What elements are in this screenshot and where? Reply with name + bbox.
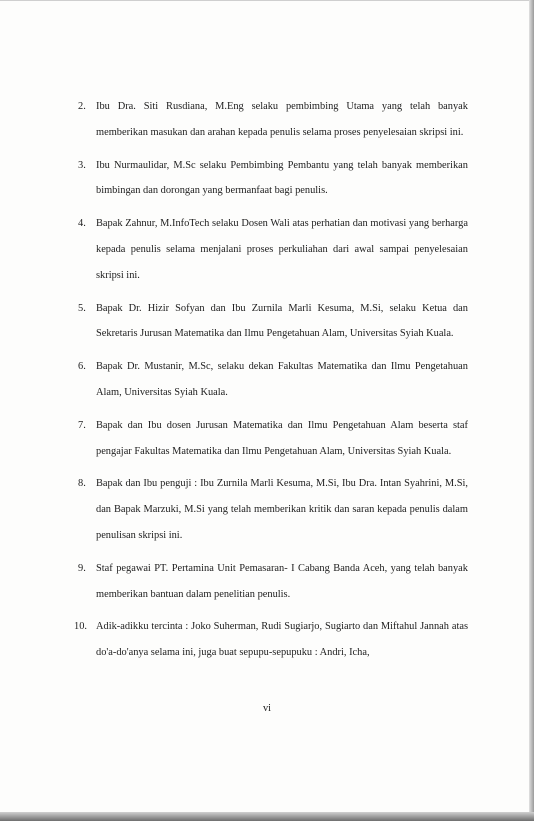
list-item: [78, 94, 468, 146]
list-item-text: Bapak dan Ibu dosen Jurusan Matematika dan Ilmu Pengetahuan Alam beserta staf pengajar Fakultas Matematika dan Ilmu Pengetahuan Alam, Universitas Syiah Kuala.: [96, 419, 468, 457]
list-item-number: 5.: [78, 302, 86, 314]
list-item-text: Bapak Zahnur, M.InfoTech selaku Dosen Wali atas perhatian dan motivasi yang berharga kepada penulis selama menjalani proses perkuliahan dari awal sampai penyelesaian skripsi ini.: [96, 218, 468, 281]
page-bottom-edge: [0, 812, 534, 821]
list-item-text: Adik-adikku tercinta : Joko Suherman, Rudi Sugiarjo, Sugiarto dan Miftahul Jannah atas do'a-do'anya selama ini, juga buat sepupu-sepupuku : Andri, Icha,: [96, 621, 468, 659]
list-item: [78, 153, 468, 205]
list-item: [78, 471, 468, 548]
list-item: [78, 413, 468, 465]
list-item-number: 7.: [78, 419, 86, 431]
list-item-number: 3.: [78, 159, 86, 171]
list-item-number: 2.: [78, 101, 86, 112]
list-item-text: Ibu Nurmaulidar, M.Sc selaku Pembimbing Pembantu yang telah banyak memberikan bimbingan dan dorongan yang bermanfaat bagi penulis.: [96, 159, 468, 197]
page-number: vi: [262, 703, 272, 714]
list-item-number: 9.: [78, 562, 86, 574]
list-item-text: Staf pegawai PT. Pertamina Unit Pemasaran- I Cabang Banda Aceh, yang telah banyak memberikan bantuan dalam penelitian penulis.: [96, 562, 468, 600]
list-item-text: Bapak dan Ibu penguji : Ibu Zurnila Marli Kesuma, M.Si, Ibu Dra. Intan Syahrini, M.Si, dan Bapak Marzuki, M.Si yang telah memberikan kritik dan saran kepada penulis dalam penulisan skripsi ini.: [96, 478, 468, 541]
list-item-number: 6.: [78, 361, 86, 373]
list-item-number: 4.: [78, 218, 86, 230]
page-top-edge: [0, 0, 534, 1]
list-item-text: Bapak Dr. Hizir Sofyan dan Ibu Zurnila Marli Kesuma, M.Si, selaku Ketua dan Sekretaris Jurusan Matematika dan Ilmu Pengetahuan Alam, Universitas Syiah Kuala.: [96, 302, 468, 340]
list-item: [78, 296, 468, 348]
list-item: [78, 556, 468, 608]
list-item: [74, 614, 468, 666]
list-item-number: 10.: [74, 621, 87, 633]
list-item: [78, 354, 468, 406]
list-item-text: Ibu Dra. Siti Rusdiana, M.Eng selaku pembimbing Utama yang telah banyak memberikan masukan dan arahan kepada penulis selama proses penyelesaian skripsi ini.: [96, 101, 468, 138]
page-right-edge: [529, 0, 534, 821]
list-item-number: 8.: [78, 478, 86, 490]
acknowledgement-list: [74, 94, 468, 673]
list-item-text: Bapak Dr. Mustanir, M.Sc, selaku dekan Fakultas Matematika dan Ilmu Pengetahuan Alam, Universitas Syiah Kuala.: [96, 361, 468, 398]
list-item: [78, 211, 468, 288]
